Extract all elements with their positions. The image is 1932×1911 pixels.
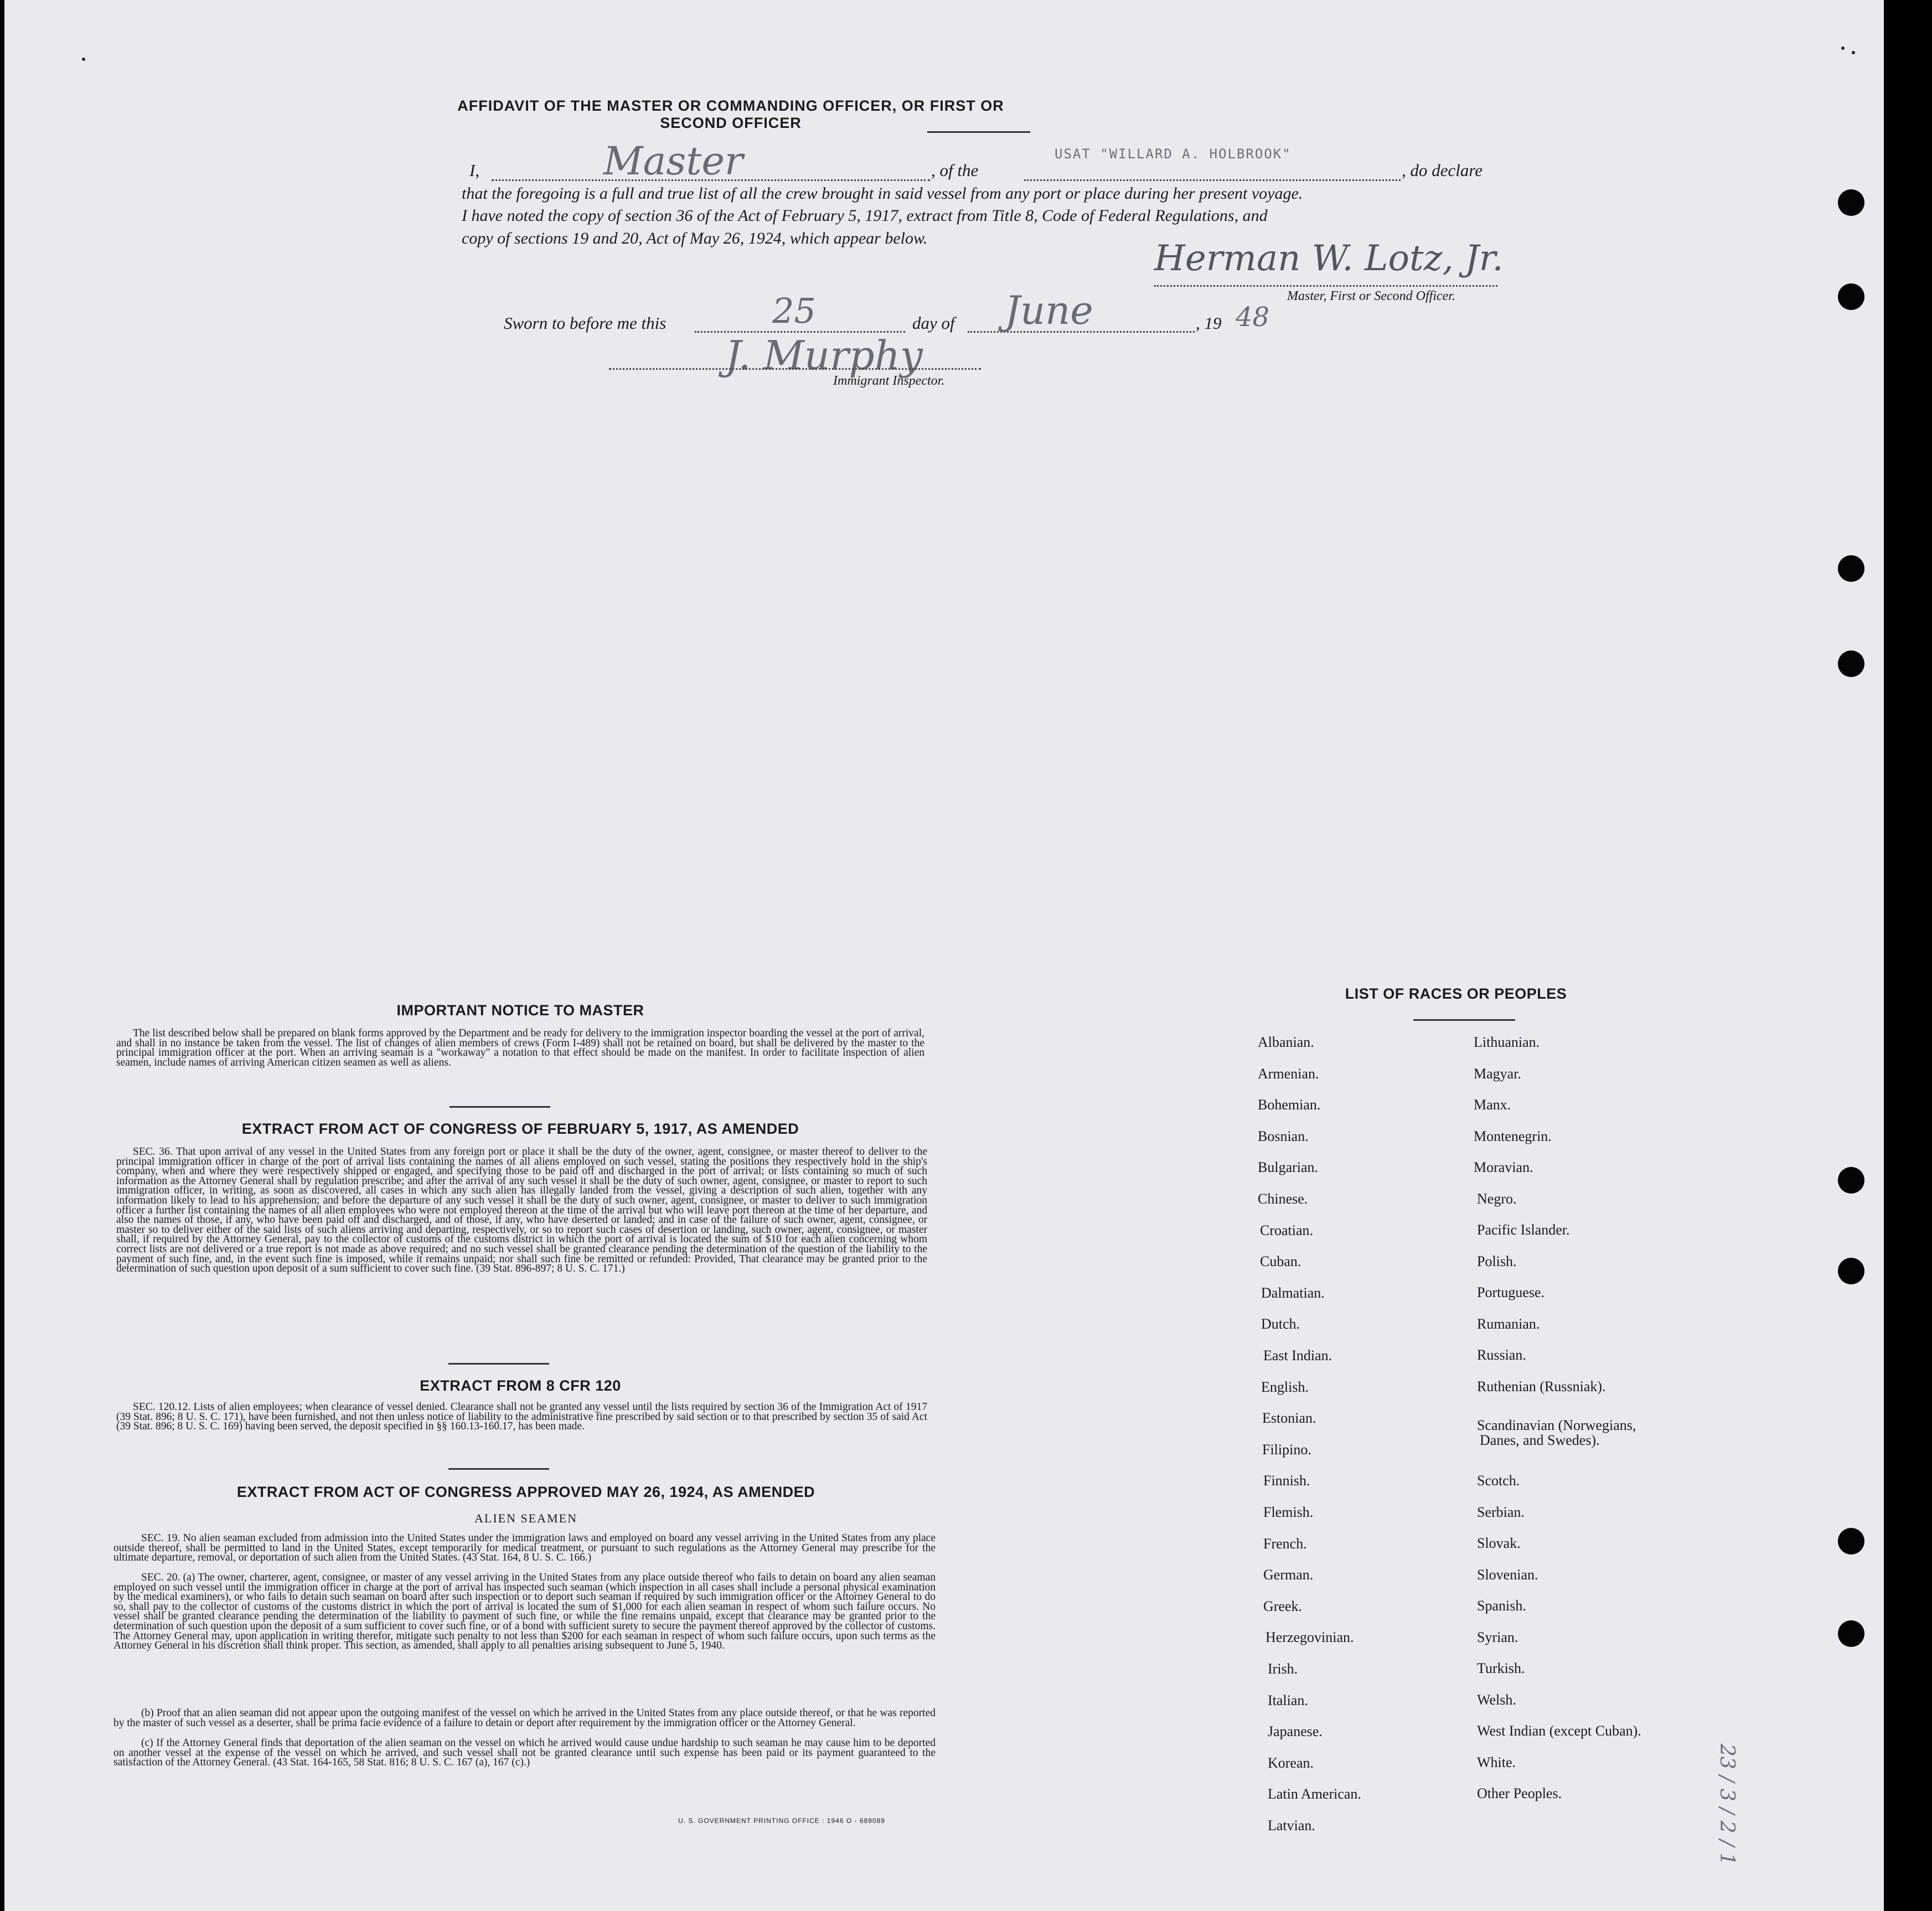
race-item: German. bbox=[1263, 1567, 1314, 1583]
race-item: Welsh. bbox=[1477, 1692, 1516, 1708]
binder-hole bbox=[1838, 189, 1864, 216]
race-item: Rumanian. bbox=[1477, 1316, 1540, 1332]
sworn-month-handwriting: June bbox=[1005, 288, 1093, 333]
extract-1924-sec19: SEC. 19. No alien seaman excluded from admission into the United States under the immigration laws and employed on board any vessel arriving in the United States from any place outside thereof, shall be permitted to land in the United States, except temporarily for medical treatment, or pursuant to such regulations as the Attorney General may prescribe for the ultimate departure, removal, or deportation of such alien from the United States. (43 Stat. 164, 8 U. S. C. 166.) bbox=[113, 1532, 936, 1564]
extract-1924-subtitle: ALIEN SEAMEN bbox=[474, 1511, 577, 1525]
race-item: Latvian. bbox=[1268, 1817, 1315, 1833]
binder-hole bbox=[1838, 1528, 1864, 1554]
race-item: Herzegovinian. bbox=[1265, 1629, 1354, 1646]
race-item: Flemish. bbox=[1263, 1504, 1314, 1520]
binder-hole bbox=[1838, 650, 1864, 677]
race-item: Estonian. bbox=[1262, 1410, 1316, 1427]
race-item: Dutch. bbox=[1261, 1316, 1300, 1332]
race-item: Bohemian. bbox=[1258, 1097, 1321, 1113]
race-item: Moravian. bbox=[1474, 1159, 1533, 1175]
affidavit-do-declare: , do declare bbox=[1402, 161, 1483, 180]
race-item: Finnish. bbox=[1263, 1473, 1310, 1489]
sworn-day-handwriting: 25 bbox=[772, 291, 816, 331]
race-item: Slovenian. bbox=[1477, 1567, 1538, 1583]
affidavit-line4: copy of sections 19 and 20, Act of May 26, 1924, which appear below. bbox=[462, 229, 928, 247]
race-item: Japanese. bbox=[1268, 1723, 1323, 1740]
race-item: Armenian. bbox=[1258, 1065, 1319, 1082]
race-item: English. bbox=[1261, 1378, 1309, 1395]
affidavit-line3: I have noted the copy of section 36 of the Act of February 5, 1917, extract from Title 8, Code of Federal Regulations, and bbox=[462, 206, 1268, 225]
race-item: Croatian. bbox=[1260, 1222, 1314, 1238]
signature-line bbox=[1154, 285, 1497, 287]
year-handwriting: 48 bbox=[1236, 302, 1270, 333]
binder-hole bbox=[1838, 1258, 1864, 1284]
race-item: Slovak. bbox=[1477, 1535, 1521, 1551]
extract-1924-sec20b: (b) Proof that an alien seaman did not appear upon the outgoing manifest of the vessel on which he arrived in the United States from any place outside thereof, or that he was reported by the master of such vessel as a deserter, shall be prima facie evidence of a failure to detain or deport after requirement by the immigration officer or the Attorney General. bbox=[113, 1707, 936, 1729]
inspector-caption: Immigrant Inspector. bbox=[833, 374, 945, 388]
race-item: Greek. bbox=[1263, 1598, 1303, 1614]
printing-office-footer: U. S. GOVERNMENT PRINTING OFFICE : 1946 O - 689089 bbox=[678, 1817, 885, 1825]
inspector-signature: J. Murphy bbox=[725, 332, 923, 379]
extract-1924-sec20c: (c) If the Attorney General finds that deportation of the alien seaman on the vessel on which he arrived would cause undue hardship to such seaman he may cause him to be deported on another vessel at the expense of the vessel on which he arrived, and such vessel shall not be granted clearance until such expense has been paid or its payment guaranteed to the satisfaction of the Attorney General. (43 Stat. 164-165, 58 Stat. 816; 8 U. S. C. 167 (a), 167 (c).) bbox=[113, 1737, 936, 1769]
race-item: Syrian. bbox=[1477, 1629, 1518, 1645]
race-item: Filipino. bbox=[1262, 1441, 1311, 1458]
section-rule bbox=[450, 1106, 550, 1108]
binder-hole bbox=[1838, 555, 1864, 582]
race-item: Manx. bbox=[1474, 1097, 1511, 1113]
extract-1917-title: EXTRACT FROM ACT OF CONGRESS OF FEBRUARY 5, 1917, AS AMENDED bbox=[241, 1120, 799, 1137]
race-item: East Indian. bbox=[1263, 1347, 1332, 1363]
race-item: Portuguese. bbox=[1477, 1284, 1545, 1300]
scan-speck bbox=[1852, 51, 1855, 54]
extract-cfr-title: EXTRACT FROM 8 CFR 120 bbox=[420, 1377, 621, 1394]
race-item: Bosnian. bbox=[1258, 1128, 1309, 1144]
race-item: Scotch. bbox=[1477, 1473, 1520, 1489]
notice-title: IMPORTANT NOTICE TO MASTER bbox=[396, 1002, 644, 1019]
title-rule bbox=[927, 131, 1030, 133]
notice-body: The list described below shall be prepared on blank forms approved by the Department and be ready for delivery to the immigration inspector boarding the vessel at the port of arrival, and shall in no instance be taken from the vessel. The list of changes of alien members of crews (Form I-489) shall not be retained on board, but shall be delivered by the master to the principal immigration officer at the port. When an arriving seaman is a "workaway" a notation to that effect should be made on the manifest. In order to facilitate inspection of alien seamen, include names of arriving American citizen seamen as well as aliens. bbox=[116, 1027, 924, 1068]
race-item: Irish. bbox=[1268, 1661, 1298, 1677]
races-title: LIST OF RACES OR PEOPLES bbox=[1345, 985, 1567, 1002]
affidavit-line2: that the foregoing is a full and true list of all the crew brought in said vessel from any port or place during her present voyage. bbox=[462, 184, 1303, 203]
race-item: Dalmatian. bbox=[1261, 1284, 1325, 1301]
extract-1924-title: EXTRACT FROM ACT OF CONGRESS APPROVED MAY 26, 1924, AS AMENDED bbox=[236, 1484, 815, 1500]
race-item-scandinavian-cont: Danes, and Swedes). bbox=[1480, 1432, 1600, 1448]
race-item: Albanian. bbox=[1258, 1034, 1314, 1050]
race-item: Korean. bbox=[1268, 1754, 1314, 1771]
vessel-name-field bbox=[1024, 179, 1401, 181]
race-item: Lithuanian. bbox=[1474, 1034, 1540, 1050]
race-item: Magyar. bbox=[1474, 1066, 1521, 1082]
affidavit-of-the: , of the bbox=[931, 161, 979, 180]
races-title-rule bbox=[1413, 1019, 1515, 1021]
binder-hole bbox=[1838, 1620, 1864, 1647]
race-item: Negro. bbox=[1477, 1191, 1517, 1207]
section-rule bbox=[448, 1363, 549, 1365]
extract-cfr-body: SEC. 120.12. Lists of alien employees; when clearance of vessel denied. Clearance shall not be granted any vessel until the lists required by section 36 of the Immigration Act of 1917 (39 Stat. 896; 8 U. S. C. 171), have been furnished, and not then unless notice of liability to the administrative fine prescribed by said section or to that prescribed by section 35 of said Act (39 Stat. 896; 8 U. S. C. 169) having been served, the deposit specified in §§ 160.13-160.17, has been made. bbox=[116, 1401, 927, 1433]
race-item: Pacific Islander. bbox=[1477, 1222, 1570, 1238]
affidavit-title: AFFIDAVIT OF THE MASTER OR COMMANDING OFFICER, OR FIRST OR SECOND OFFICER bbox=[457, 97, 1004, 131]
race-item: Cuban. bbox=[1260, 1253, 1301, 1270]
race-item: Chinese. bbox=[1258, 1191, 1308, 1207]
inspector-line bbox=[609, 368, 981, 370]
scan-speck bbox=[82, 58, 85, 61]
master-signature: Herman W. Lotz, Jr. bbox=[1154, 238, 1504, 279]
extract-1917-body: SEC. 36. That upon arrival of any vessel in the United States from any foreign port or place it shall be the duty of the owner, agent, consignee, or master thereof to deliver to the principal immigration officer in charge of the port of arrival lists containing the names of all aliens employed on such vessel, stating the positions they respectively hold in the ship's company, when and where they were respectively shipped or engaged, and specifying those to be paid off and discharged in the port of arrival; or lists containing so much of such information as the Attorney General shall by regulation prescribe; and after the arrival of any such vessel it shall be the duty of such owner, agent, consignee, or master to report to such immigration officer, in writing, as soon as discovered, all cases in which any such alien has illegally landed from the vessel, giving a description of such alien, together with any information likely to lead to his apprehension; and before the departure of any such vessel it shall be the duty of such owner, agent, consignee, or master to deliver to such immigration officer a further list containing the names of all alien employees who were not employed thereon at the time of the arrival but who will leave port thereon at the time of her departure, and also the names of those, if any, who have been paid off and discharged, and of those, if any, who have deserted or landed; and in case of the failure of such owner, agent, consignee, or master so to deliver either of the said lists of such aliens arriving and departing, respectively, or so to report such cases of desertion or landing, such owner, agent, consignee, or master shall, if required by the Attorney General, pay to the collector of customs of the customs district in which the port of arrival is located the sum of $10 for each alien concerning whom correct lists are not delivered or a true report is not made as above required; and no such vessel shall be granted clearance pending the determination of the question of the liability to the payment of such fine, and, in the event such fine is imposed, while it remains unpaid; nor shall such fine be remitted or refunded: Provided, That clearance may be granted prior to the determination of such question upon deposit of a sum sufficient to cover such fine. (39 Stat. 896-897; 8 U. S. C. 171.) bbox=[116, 1146, 927, 1275]
sworn-label: Sworn to before me this bbox=[504, 313, 667, 333]
race-item: West Indian (except Cuban). bbox=[1477, 1723, 1641, 1739]
race-item: Other Peoples. bbox=[1477, 1785, 1562, 1801]
year-prefix: , 19 bbox=[1196, 313, 1222, 333]
race-item: Montenegrin. bbox=[1474, 1128, 1552, 1144]
race-item: White. bbox=[1477, 1754, 1516, 1770]
race-item: Spanish. bbox=[1477, 1598, 1526, 1614]
race-item: Scandinavian (Norwegians, bbox=[1477, 1417, 1636, 1433]
race-item: Russian. bbox=[1477, 1347, 1526, 1363]
race-item: Serbian. bbox=[1477, 1504, 1525, 1520]
signature-caption: Master, First or Second Officer. bbox=[1287, 289, 1455, 303]
race-item: Latin American. bbox=[1268, 1786, 1361, 1802]
race-item: French. bbox=[1263, 1535, 1307, 1552]
scan-speck bbox=[1841, 47, 1845, 50]
day-of-label: day of bbox=[912, 313, 955, 333]
binder-hole bbox=[1838, 1167, 1864, 1194]
race-item: Ruthenian (Russniak). bbox=[1477, 1378, 1606, 1394]
master-name-handwriting: Master bbox=[603, 138, 743, 184]
affidavit-line1-i: I, bbox=[469, 161, 480, 180]
race-item: Italian. bbox=[1268, 1692, 1308, 1708]
vessel-name-typed: USAT "WILLARD A. HOLBROOK" bbox=[1055, 146, 1292, 162]
section-rule bbox=[448, 1468, 549, 1470]
race-item: Bulgarian. bbox=[1258, 1159, 1319, 1176]
margin-pencil-note: 23 / 3 / 2 / 1 bbox=[1716, 1744, 1738, 1866]
extract-1924-sec20a: SEC. 20. (a) The owner, charterer, agent, consignee, or master of any vessel arriving in the United States from any place outside thereof who fails to detain on board any alien seaman employed on such vessel until the immigration officer in charge at the port of arrival has inspected such seaman (which inspection in all cases shall include a personal physical examination by the medical examiners), or who fails to detain such seaman on board after such inspection or to deport such seaman if required by such immigration officer or the Attorney General to do so, shall pay to the collector of customs of the customs district in which the port of arrival is located the sum of $1,000 for each alien seaman in respect of whom such failure occurs. No vessel shall be granted clearance pending the determination of the liability to payment of such fine, or while the fine remains unpaid, except that clearance may be granted prior to the determination of such question upon the deposit of a sum sufficient to cover such fine, or of a bond with sufficient surety to secure the payment thereof approved by the collector of customs. The Attorney General may, upon application in writing therefor, mitigate such penalty to not less than $200 for each seaman in respect of whom such failure occurs, upon such terms as the Attorney General in his discretion shall think proper. This section, as amended, shall apply to all penalties arising subsequent to June 5, 1940. bbox=[113, 1572, 936, 1652]
race-item: Turkish. bbox=[1477, 1660, 1525, 1676]
race-item: Polish. bbox=[1477, 1253, 1517, 1269]
binder-hole bbox=[1838, 283, 1864, 310]
